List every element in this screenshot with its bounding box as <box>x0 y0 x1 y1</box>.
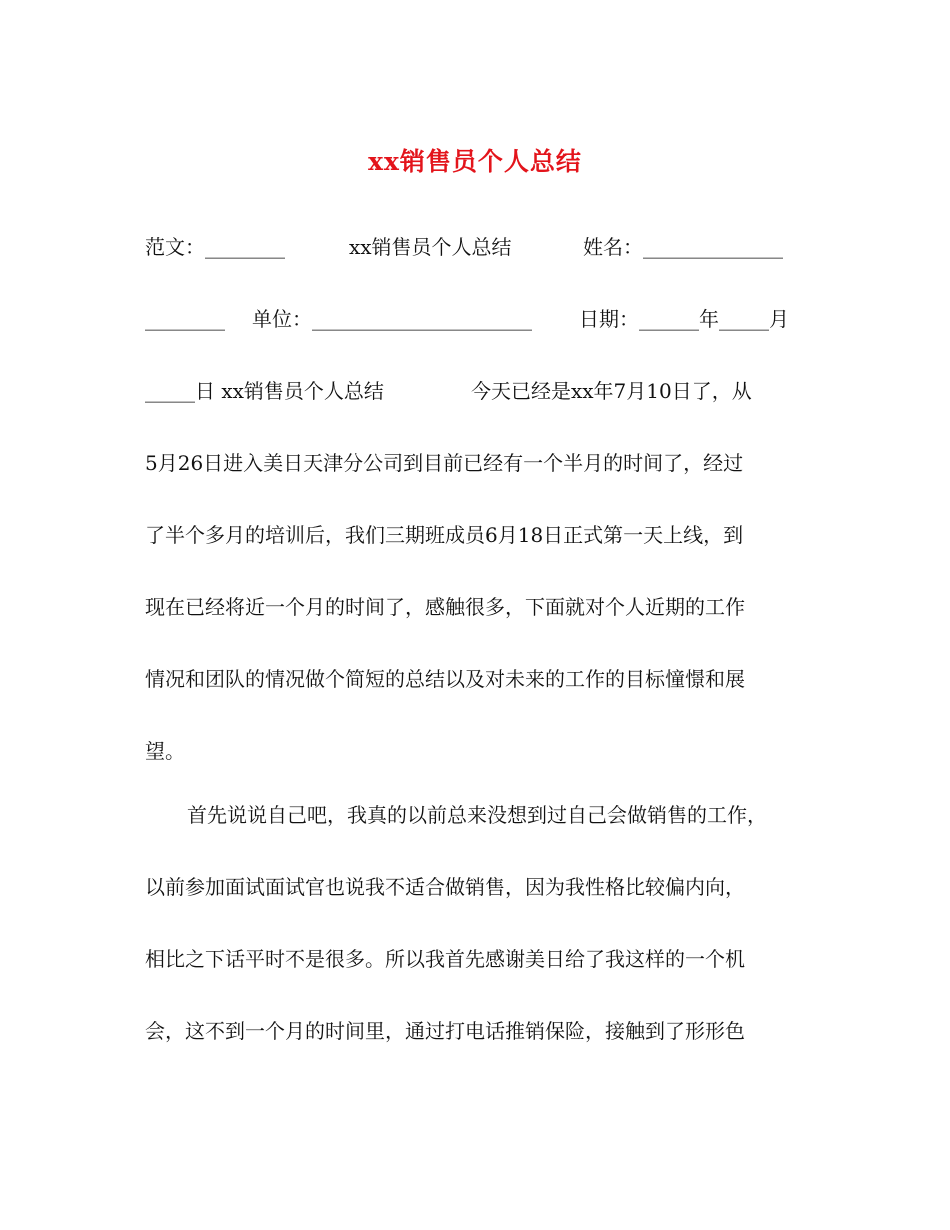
body-line: 现在已经将近一个月的时间了，感触很多，下面就对个人近期的工作 <box>145 595 745 619</box>
paragraph-start-line: 首先说说自己吧，我真的以前总来没想到过自己会做销售的工作， <box>187 803 767 827</box>
unit-field: 单位：______________________ <box>252 307 532 331</box>
body-line: 会，这不到一个月的时间里，通过打电话推销保险，接触到了形形色 <box>145 1019 745 1043</box>
date-field: 日期：______年_____月 <box>579 307 789 331</box>
body-line: 相比之下话平时不是很多。所以我首先感谢美日给了我这样的一个机 <box>145 947 745 971</box>
template-field: 范文：________ <box>145 235 285 259</box>
document-title: xx销售员个人总结 <box>368 147 582 176</box>
date-day-field: _____日 xx销售员个人总结 <box>145 379 384 403</box>
body-line: 情况和团队的情况做个简短的总结以及对未来的工作的目标憧憬和展 <box>145 667 745 691</box>
template-name: xx销售员个人总结 <box>349 235 512 259</box>
body-line: 以前参加面试面试官也说我不适合做销售，因为我性格比较偏内向， <box>145 875 745 899</box>
body-line: 了半个多月的培训后，我们三期班成员6月18日正式第一天上线，到 <box>145 523 744 547</box>
body-opening: 今天已经是xx年7月10日了，从 <box>471 379 752 403</box>
name-field: 姓名：______________ <box>583 235 783 259</box>
header-row-1 <box>145 231 805 263</box>
header-row-3 <box>145 375 805 407</box>
header-row-2 <box>145 303 805 335</box>
body-line: 望。 <box>145 739 185 763</box>
name-field-continued: ________ <box>145 307 225 331</box>
body-line: 5月26日进入美日天津分公司到目前已经有一个半月的时间了，经过 <box>145 451 744 475</box>
